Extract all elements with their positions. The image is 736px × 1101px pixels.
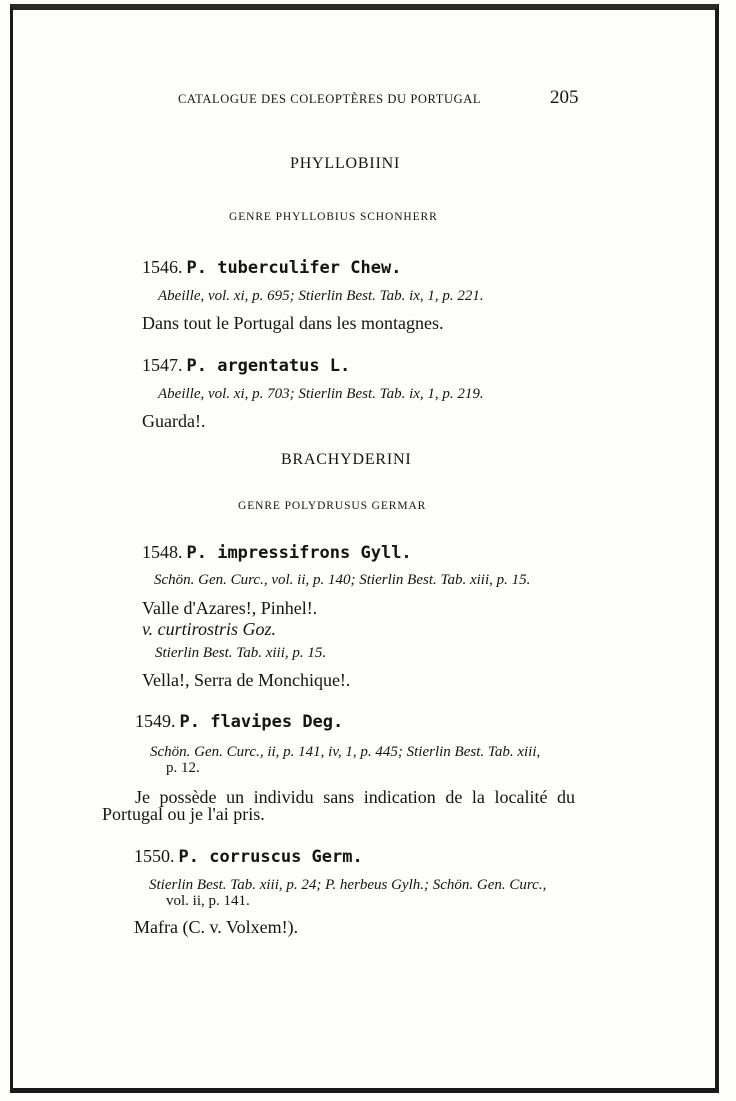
entry-1549-note-line-1: Je possède un individu sans indication de la localité du — [135, 787, 575, 807]
genre-heading-polydrusus: GENRE POLYDRUSUS GERMAR — [238, 500, 427, 512]
entry-1549-heading — [135, 711, 343, 732]
entry-1550-reference-line-2: vol. ii, p. 141. — [166, 893, 250, 909]
entry-number: 1547. — [142, 355, 183, 375]
species-name: P. tuberculifer Chew. — [186, 258, 402, 278]
entry-1548-reference: Schön. Gen. Curc., vol. ii, p. 140; Stierlin Best. Tab. xiii, p. 15. — [154, 572, 531, 588]
entry-number: 1550. — [134, 846, 175, 866]
entry-number: 1548. — [142, 542, 183, 562]
section-title-phyllobiini: PHYLLOBIINI — [290, 155, 401, 172]
entry-1547-reference: Abeille, vol. xi, p. 703; Stierlin Best. Tab. ix, 1, p. 219. — [158, 386, 484, 402]
species-name: P. corruscus Germ. — [178, 847, 363, 867]
section-title-brachyderini: BRACHYDERINI — [281, 451, 412, 468]
entry-number: 1549. — [135, 711, 176, 731]
page-number: 205 — [550, 87, 579, 108]
entry-1546-heading — [142, 257, 401, 278]
entry-1548-variety-reference: Stierlin Best. Tab. xiii, p. 15. — [155, 645, 327, 661]
entry-1549-reference-line-1: Schön. Gen. Curc., ii, p. 141, iv, 1, p. 445; Stierlin Best. Tab. xiii, — [150, 744, 541, 760]
species-name: P. impressifrons Gyll. — [186, 543, 412, 563]
entry-1549-note-line-2: Portugal ou je l'ai pris. — [102, 804, 265, 824]
entry-1546-locality: Dans tout le Portugal dans les montagnes. — [142, 313, 444, 333]
entry-1550-heading — [134, 846, 363, 867]
entry-1547-locality: Guarda!. — [142, 411, 206, 431]
entry-1550-reference-line-1: Stierlin Best. Tab. xiii, p. 24; P. herbeus Gylh.; Schön. Gen. Curc., — [149, 877, 547, 893]
entry-1547-heading — [142, 355, 350, 376]
entry-number: 1546. — [142, 257, 183, 277]
entry-1548-variety: v. curtirostris Goz. — [142, 619, 277, 639]
entry-1548-heading — [142, 542, 412, 563]
entry-1546-reference: Abeille, vol. xi, p. 695; Stierlin Best. Tab. ix, 1, p. 221. — [158, 288, 484, 304]
species-name: P. argentatus L. — [186, 356, 351, 376]
species-name: P. flavipes Deg. — [179, 712, 344, 732]
genre-heading-phyllobius: GENRE PHYLLOBIUS SCHONHERR — [229, 211, 438, 223]
entry-1548-variety-locality: Vella!, Serra de Monchique!. — [142, 670, 351, 690]
entry-1550-locality: Mafra (C. v. Volxem!). — [134, 917, 299, 937]
entry-1548-locality: Valle d'Azares!, Pinhel!. — [142, 598, 318, 618]
entry-1549-reference-line-2: p. 12. — [166, 760, 200, 776]
running-title: CATALOGUE DES COLEOPTÈRES DU PORTUGAL — [178, 92, 482, 106]
